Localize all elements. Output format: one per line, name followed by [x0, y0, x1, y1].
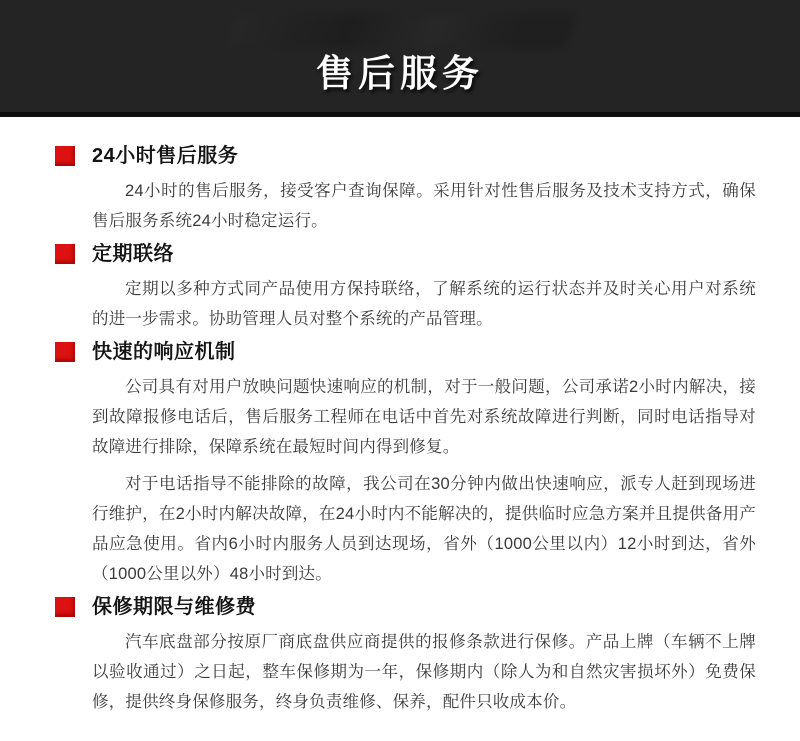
section-heading: 保修期限与维修费 — [92, 596, 256, 618]
section-heading: 快速的响应机制 — [92, 341, 236, 363]
red-square-bullet-icon — [55, 244, 75, 264]
section-heading: 定期联络 — [92, 243, 174, 265]
section-paragraph: 对于电话指导不能排除的故障，我公司在30分钟内做出快速响应，派专人赶到现场进行维护，在2小时内解决故障，在24小时内不能解决的，提供临时应急方案并且提供备用产品应急使用。省内6小时内服务人员到达现场，省外（1000公里以内）12小时到达，省外（1000公里以外）48小时到达。 — [92, 475, 756, 583]
page-title: 售后服务 — [316, 53, 484, 94]
section-header — [55, 143, 756, 169]
section-regular-contact — [55, 241, 756, 334]
section-paragraph: 公司具有对用户放映问题快速响应的机制，对于一般问题，公司承诺2小时内解决，接到故障报修电话后，售后服务工程师在电话中首先对系统故障进行判断，同时电话指导对故障进行排除，保障系统在最短时间内得到修复。 — [92, 378, 756, 456]
section-warranty — [55, 594, 756, 717]
section-header — [55, 594, 756, 620]
red-square-bullet-icon — [55, 342, 75, 362]
section-heading: 24小时售后服务 — [92, 145, 239, 167]
section-paragraph: 汽车底盘部分按原厂商底盘供应商提供的报修条款进行保修。产品上牌（车辆不上牌以验收通过）之日起，整车保修期为一年，保修期内（除人为和自然灾害损坏外）免费保修，提供终身保修服务，终身负责维修、保养，配件只收成本价。 — [92, 633, 756, 711]
section-paragraph: 24小时的售后服务，接受客户查询保障。采用针对性售后服务及技术支持方式，确保售后服务系统24小时稳定运行。 — [92, 182, 756, 230]
sections-container — [0, 117, 800, 717]
title-banner — [0, 0, 800, 117]
red-square-bullet-icon — [55, 597, 75, 617]
section-fast-response — [55, 339, 756, 589]
red-square-bullet-icon — [55, 146, 75, 166]
section-header — [55, 241, 756, 267]
section-header — [55, 339, 756, 365]
section-paragraph: 定期以多种方式同产品使用方保持联络，了解系统的运行状态并及时关心用户对系统的进一步需求。协助管理人员对整个系统的产品管理。 — [92, 280, 756, 328]
section-24h-service — [55, 143, 756, 236]
